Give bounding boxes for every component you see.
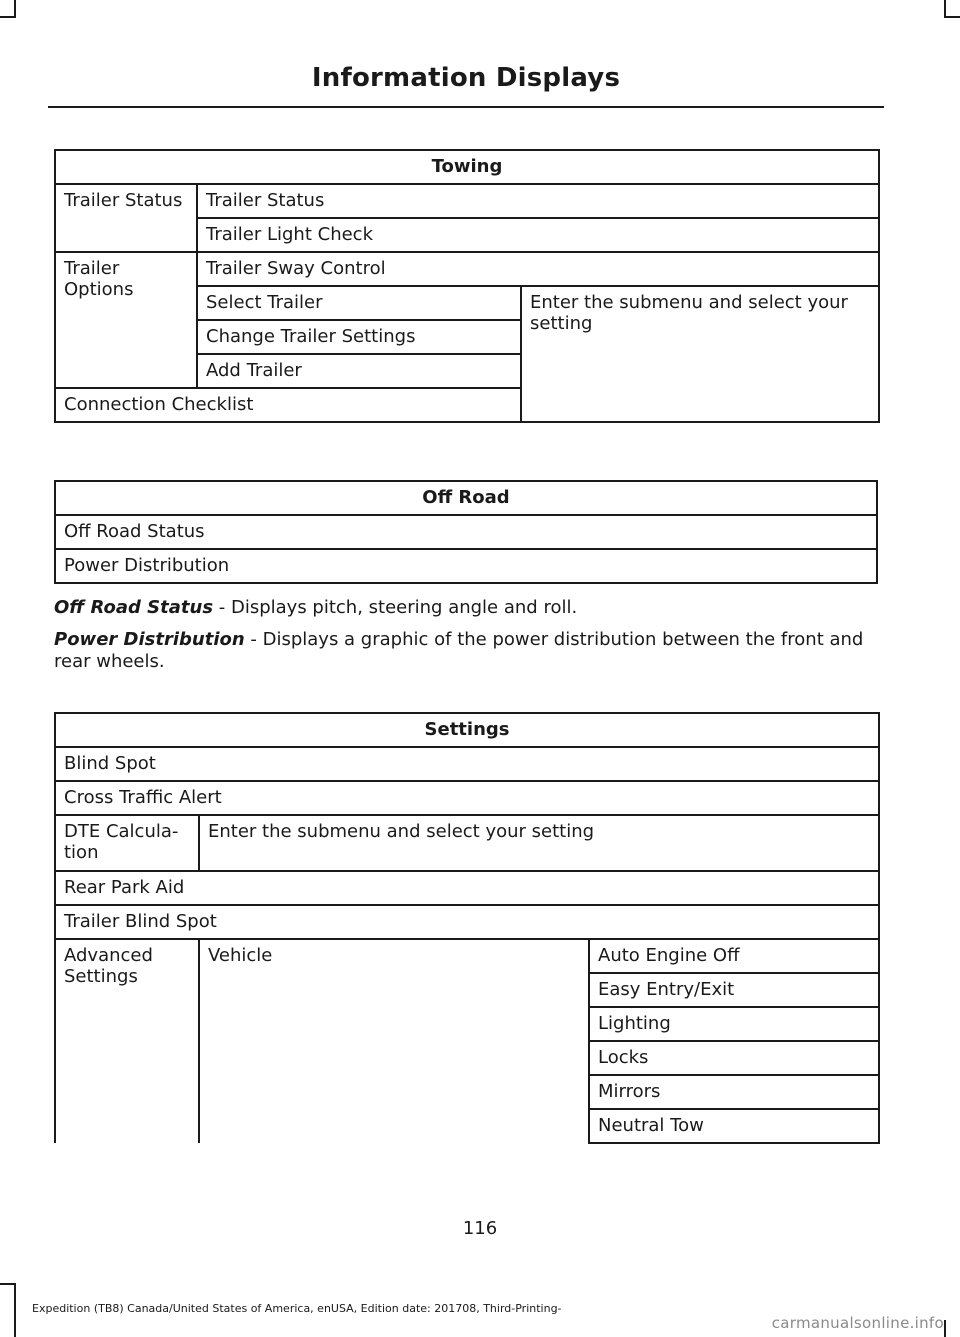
rear-park-aid-item: Rear Park Aid — [55, 871, 879, 905]
edition-footer: Expedition (TB8) Canada/United States of America, enUSA, Edition date: 201708, Third-Printing- — [32, 1302, 562, 1315]
crop-mark — [944, 16, 960, 18]
table-row — [55, 781, 879, 815]
off-road-heading: Off Road — [55, 481, 877, 515]
dte-calculation-item: DTE Calcula-tion — [55, 815, 199, 871]
off-road-status-item: Off Road Status — [55, 515, 877, 549]
trailer-status-item: Trailer Status — [197, 184, 879, 218]
submenu-note: Enter the submenu and select your setting — [521, 286, 879, 422]
off-road-table — [54, 480, 878, 584]
trailer-sway-control-item: Trailer Sway Control — [197, 252, 879, 286]
trailer-status-group: Trailer Status — [55, 184, 197, 252]
cross-traffic-alert-item: Cross Traffic Alert — [55, 781, 879, 815]
towing-table — [54, 149, 880, 423]
vehicle-item: Lighting — [589, 1007, 879, 1041]
description-text: - Displays a graphic of the power distribution between the front and rear wheels. — [54, 629, 864, 672]
watermark: carmanualsonline.info — [771, 1314, 944, 1332]
description-power-distribution — [54, 629, 880, 673]
description-text: - Displays pitch, steering angle and roll. — [213, 597, 578, 618]
settings-table — [54, 712, 880, 1144]
advanced-settings-group: Advanced Settings — [55, 939, 199, 1143]
power-distribution-item: Power Distribution — [55, 549, 877, 583]
vehicle-item: Easy Entry/Exit — [589, 973, 879, 1007]
add-trailer-item: Add Trailer — [197, 354, 521, 388]
table-row — [55, 815, 879, 871]
connection-checklist-item: Connection Checklist — [55, 388, 521, 422]
crop-mark — [0, 16, 16, 18]
trailer-blind-spot-item: Trailer Blind Spot — [55, 905, 879, 939]
description-term: Off Road Status — [54, 597, 214, 618]
table-row — [55, 905, 879, 939]
vehicle-item: Auto Engine Off — [589, 939, 879, 973]
table-row — [55, 184, 879, 218]
table-row — [55, 481, 877, 515]
table-row — [55, 150, 879, 184]
vehicle-item: Mirrors — [589, 1075, 879, 1109]
trailer-options-group: Trailer Options — [55, 252, 197, 388]
table-row — [55, 515, 877, 549]
blind-spot-item: Blind Spot — [55, 747, 879, 781]
select-trailer-item: Select Trailer — [197, 286, 521, 320]
table-row — [55, 871, 879, 905]
crop-mark — [14, 1283, 16, 1337]
table-row — [55, 549, 877, 583]
crop-mark — [944, 1320, 946, 1337]
settings-heading: Settings — [55, 713, 879, 747]
vehicle-item: Locks — [589, 1041, 879, 1075]
crop-mark — [0, 1283, 16, 1285]
table-row — [55, 747, 879, 781]
dte-note: Enter the submenu and select your setting — [199, 815, 879, 871]
description-term: Power Distribution — [54, 629, 245, 650]
table-row — [55, 939, 879, 973]
towing-heading: Towing — [55, 150, 879, 184]
description-off-road-status — [54, 597, 880, 619]
page-number: 116 — [462, 1218, 498, 1239]
page-header — [48, 58, 884, 108]
vehicle-item: Neutral Tow — [589, 1109, 879, 1143]
vehicle-group: Vehicle — [199, 939, 589, 1143]
table-row — [55, 252, 879, 286]
page-title: Information Displays — [311, 63, 621, 93]
change-trailer-settings-item: Change Trailer Settings — [197, 320, 521, 354]
table-row — [55, 713, 879, 747]
trailer-light-check-item: Trailer Light Check — [197, 218, 879, 252]
